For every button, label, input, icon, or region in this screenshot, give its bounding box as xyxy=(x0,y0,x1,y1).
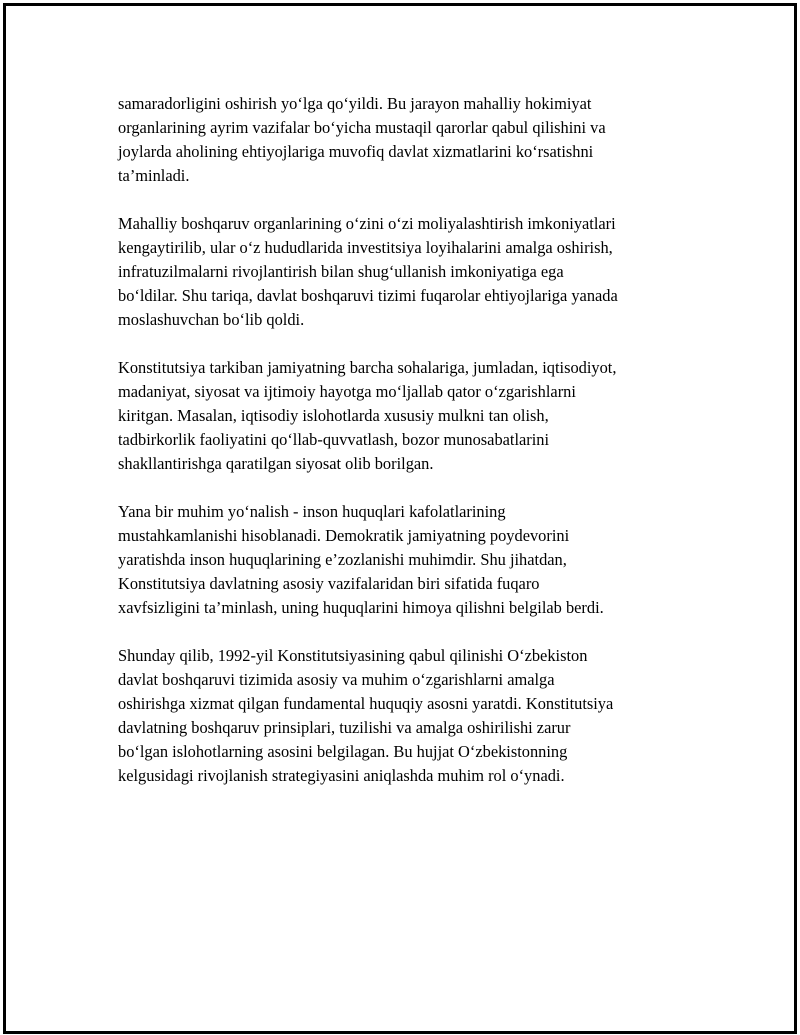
text-line: davlat boshqaruvi tizimida asosiy va muhim o‘zgarishlarni amalga xyxy=(118,670,555,689)
text-line: kiritgan. Masalan, iqtisodiy islohotlarda xususiy mulkni tan olish, xyxy=(118,406,549,425)
text-line: Shunday qilib, 1992-yil Konstitutsiyasining qabul qilinishi O‘zbekiston xyxy=(118,646,588,665)
text-line: mustahkamlanishi hisoblanadi. Demokratik jamiyatning poydevorini xyxy=(118,526,570,545)
text-line: xavfsizligini ta’minlash, uning huquqlarini himoya qilishni belgilab berdi. xyxy=(118,598,604,617)
paragraph-5 xyxy=(118,644,698,788)
paragraph-2 xyxy=(118,212,698,332)
text-line: organlarining ayrim vazifalar bo‘yicha mustaqil qarorlar qabul qilishini va xyxy=(118,118,606,137)
paragraph-4 xyxy=(118,500,698,620)
text-line: kengaytirilib, ular o‘z hududlarida investitsiya loyihalarini amalga oshirish, xyxy=(118,238,613,257)
text-line: bo‘ldilar. Shu tariqa, davlat boshqaruvi tizimi fuqarolar ehtiyojlariga yanada xyxy=(118,286,618,305)
text-line: davlatning boshqaruv prinsiplari, tuzilishi va amalga oshirilishi zarur xyxy=(118,718,571,737)
text-line: Yana bir muhim yo‘nalish - inson huquqlari kafolatlarining xyxy=(118,502,506,521)
text-line: kelgusidagi rivojlanish strategiyasini aniqlashda muhim rol o‘ynadi. xyxy=(118,766,565,785)
text-line: yaratishda inson huquqlarining e’zozlanishi muhimdir. Shu jihatdan, xyxy=(118,550,567,569)
text-line: shakllantirishga qaratilgan siyosat olib borilgan. xyxy=(118,454,434,473)
text-line: Mahalliy boshqaruv organlarining o‘zini o‘zi moliyalashtirish imkoniyatlari xyxy=(118,214,616,233)
paragraph-3 xyxy=(118,356,698,476)
text-line: moslashuvchan bo‘lib qoldi. xyxy=(118,310,305,329)
document-body xyxy=(118,92,698,812)
text-line: joylarda aholining ehtiyojlariga muvofiq davlat xizmatlarini ko‘rsatishni xyxy=(118,142,594,161)
text-line: Konstitutsiya tarkiban jamiyatning barcha sohalariga, jumladan, iqtisodiyot, xyxy=(118,358,617,377)
paragraph-1 xyxy=(118,92,698,188)
text-line: Konstitutsiya davlatning asosiy vazifalaridan biri sifatida fuqaro xyxy=(118,574,540,593)
text-line: tadbirkorlik faoliyatini qo‘llab-quvvatlash, bozor munosabatlarini xyxy=(118,430,550,449)
text-line: samaradorligini oshirish yo‘lga qo‘yildi. Bu jarayon mahalliy hokimiyat xyxy=(118,94,592,113)
text-line: infratuzilmalarni rivojlantirish bilan shug‘ullanish imkoniyatiga ega xyxy=(118,262,564,281)
text-line: bo‘lgan islohotlarning asosini belgilagan. Bu hujjat O‘zbekistonning xyxy=(118,742,568,761)
text-line: madaniyat, siyosat va ijtimoiy hayotga mo‘ljallab qator o‘zgarishlarni xyxy=(118,382,576,401)
text-line: ta’minladi. xyxy=(118,166,190,185)
text-line: oshirishga xizmat qilgan fundamental huquqiy asosni yaratdi. Konstitutsiya xyxy=(118,694,614,713)
